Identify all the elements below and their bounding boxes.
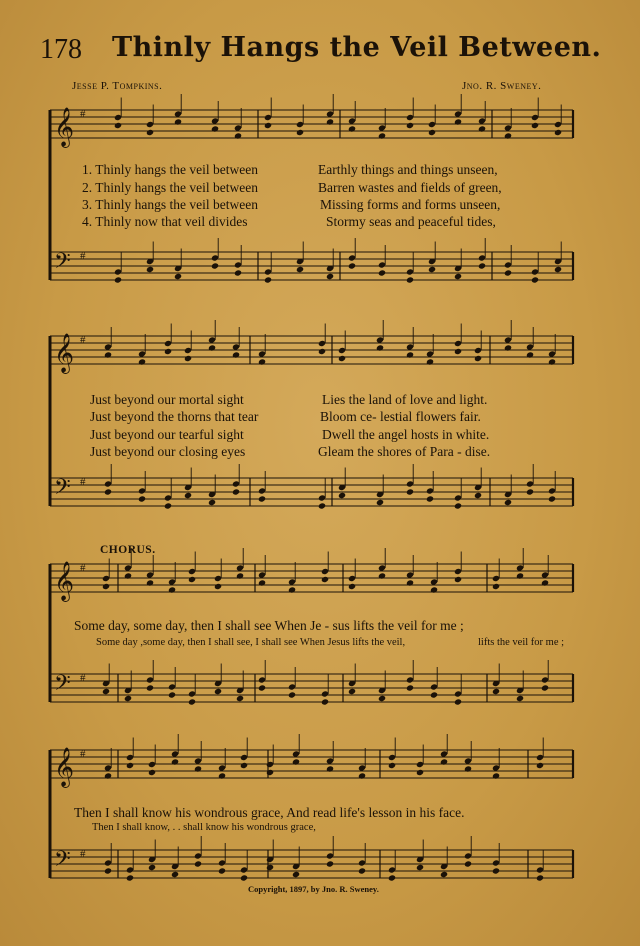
chorus-line1: Some day, some day, then I shall see When Je - sus lifts the veil for me ; [74,618,464,633]
svg-text:𝄞: 𝄞 [54,107,75,147]
chorus-line2-bass: Then I shall know, . . shall know his wondrous grace, [92,822,316,833]
verse1-line-right: Earthly things and things unseen, [318,162,498,177]
svg-text:#: # [80,672,86,684]
chorus-line1-bass: Some day ,some day, then I shall see, I shall see When Jesus lifts the veil, [96,637,406,648]
treble-staff [50,336,573,364]
verse4-line-left: 4. Thinly now that veil divides [82,214,248,229]
svg-text:𝄢: 𝄢 [54,475,71,505]
svg-text:#: # [80,108,86,120]
chorus-label: CHORUS. [100,544,156,556]
svg-text:𝄢: 𝄢 [54,671,71,701]
svg-text:𝄢: 𝄢 [54,249,71,279]
copyright-notice: Copyright, 1897, by Jno. R. Sweney. [248,884,379,894]
verse2-line-left: 2. Thinly hangs the veil between [82,180,258,195]
svg-text:#: # [80,848,86,860]
svg-text:𝄞: 𝄞 [54,333,75,373]
chorus-line2: Then I shall know his wondrous grace, And read life's lesson in his face. [74,805,465,820]
treble-staff [50,110,573,138]
verse1-line2-left: Just beyond our mortal sight [90,392,244,407]
verse4-line2-left: Just beyond our closing eyes [90,444,246,459]
svg-text:#: # [80,562,86,574]
verse1-line2-right: Lies the land of love and light. [322,392,488,407]
verse1-line-left: 1. Thinly hangs the veil between [82,162,258,177]
verse2-line-right: Barren wastes and fields of green, [318,180,502,195]
verse3-line2-left: Just beyond our tearful sight [90,427,244,442]
verse4-line2-right: Gleam the shores of Para - dise. [318,444,491,459]
svg-text:#: # [80,476,86,488]
verse2-line2-left: Just beyond the thorns that tear [90,409,259,424]
bass-staff [50,252,573,280]
svg-text:𝄞: 𝄞 [54,561,75,601]
svg-text:#: # [80,250,86,262]
verse4-line-right: Stormy seas and peaceful tides, [326,214,496,229]
bass-staff [50,478,573,506]
svg-text:𝄢: 𝄢 [54,847,71,877]
chorus-line1-bass-end: lifts the veil for me ; [478,637,565,648]
svg-text:#: # [80,334,86,346]
composer-credit: Jno. R. Sweney. [462,80,542,92]
hymn-title: Thinly Hangs the Veil Between. [112,32,602,63]
author-credit: Jesse P. Tompkins. [72,80,163,92]
verse3-line-right: Missing forms and forms unseen, [320,197,501,212]
verse3-line-left: 3. Thinly hangs the veil between [82,197,258,212]
page-number: 178 [40,34,82,65]
verse3-line2-right: Dwell the angel hosts in white. [322,427,490,442]
verse2-line2-right: Bloom ce- lestial flowers fair. [320,409,481,424]
svg-text:𝄞: 𝄞 [54,747,75,787]
svg-text:#: # [80,748,86,760]
